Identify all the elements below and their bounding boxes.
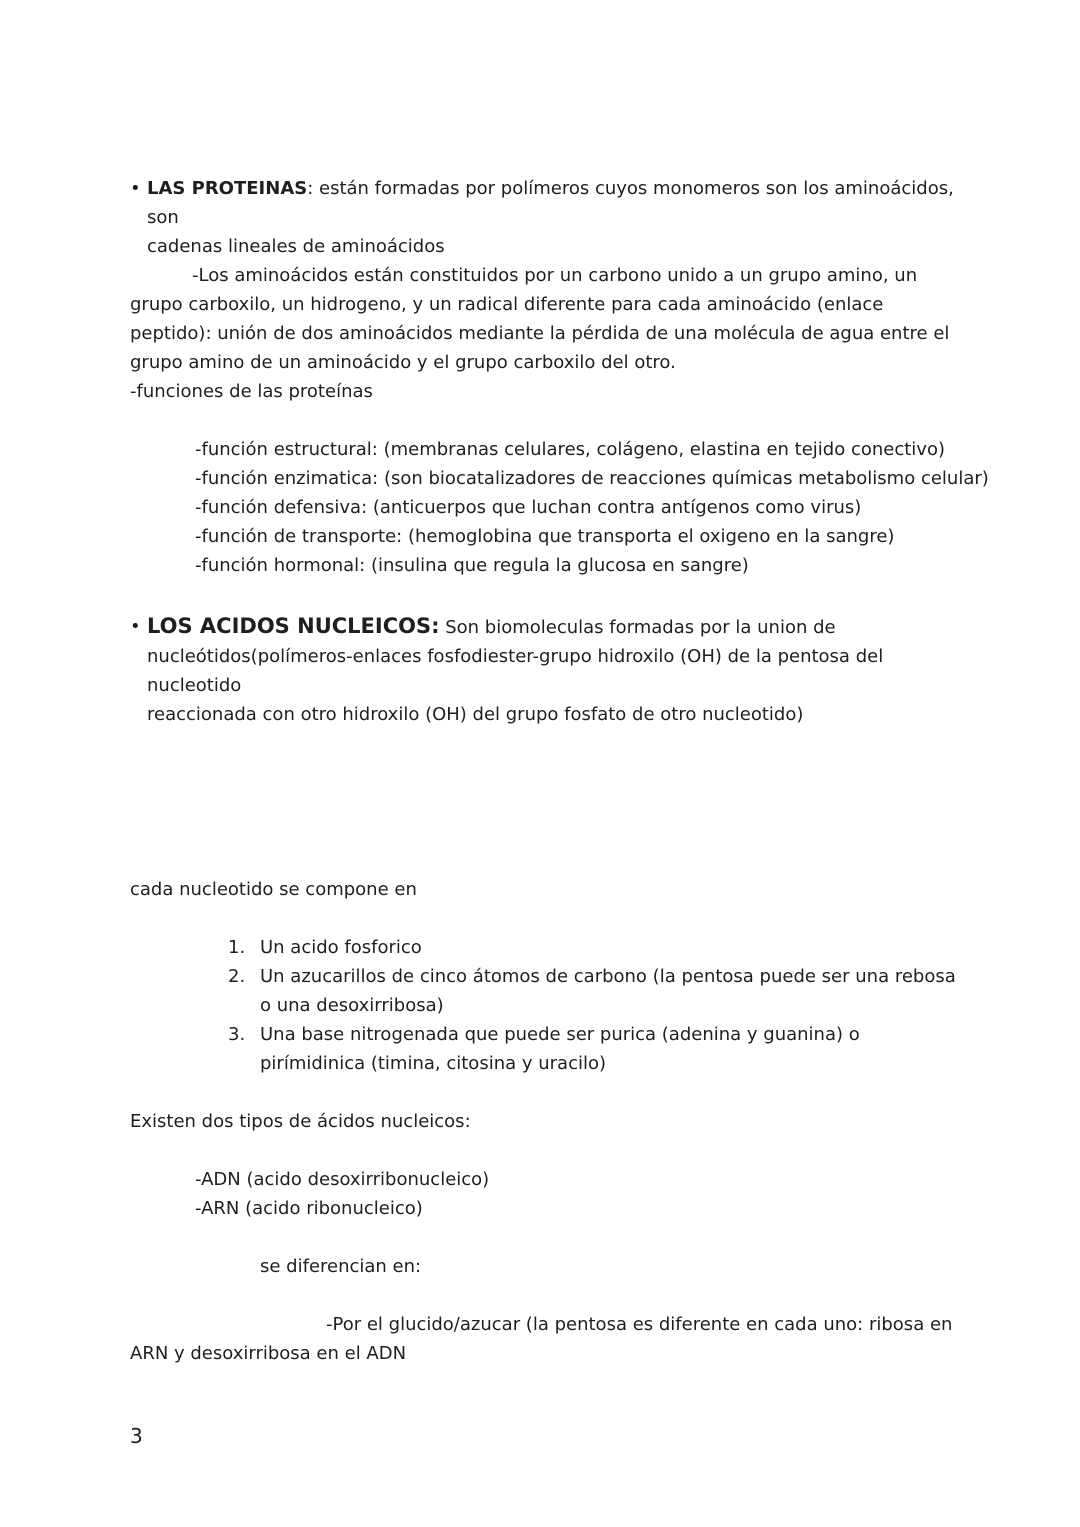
- nucleotido-heading: cada nucleotido se compone en: [130, 879, 417, 900]
- acidos-intro: Son biomoleculas formadas por la union de: [439, 617, 836, 638]
- proteinas-intro: : están formadas por polímeros cuyos monomeros son los aminoácidos, son: [147, 178, 954, 228]
- funciones-list: [130, 435, 1025, 580]
- acidos-intro-line2: nucleótidos(polímeros-enlaces fosfodiester-grupo hidroxilo (OH) de la pentosa del nucleotido: [147, 646, 884, 696]
- componentes-list: [130, 933, 960, 1078]
- tipo-item: -ADN (acido desoxirribonucleico): [195, 1169, 490, 1190]
- acidos-title: LOS ACIDOS NUCLEICOS:: [147, 614, 440, 638]
- acidos-intro-line3: reaccionada con otro hidroxilo (OH) del grupo fosfato de otro nucleotido): [147, 704, 804, 725]
- bullet-icon: •: [130, 616, 141, 637]
- funciones-heading: -funciones de las proteínas: [130, 381, 373, 402]
- diferencian-heading: se diferencian en:: [260, 1256, 422, 1277]
- bullet-icon: •: [130, 178, 141, 199]
- page-number: 3: [130, 1424, 143, 1448]
- tipo-item: -ARN (acido ribonucleico): [195, 1198, 423, 1219]
- diferencia-item: -Por el glucido/azucar (la pentosa es diferente en cada uno: ribosa en ARN y desoxirribosa en el ADN: [130, 1314, 953, 1364]
- list-item: 1. Un acido fosforico: [228, 937, 422, 958]
- proteinas-title: LAS PROTEINAS: [147, 178, 308, 199]
- funcion-item: -función defensiva: (anticuerpos que luchan contra antígenos como virus): [195, 497, 862, 518]
- list-item: 3. Una base nitrogenada que puede ser purica (adenina y guanina) o pirímidinica (timina, citosina y uracilo): [228, 1024, 860, 1074]
- funcion-item: -función de transporte: (hemoglobina que transporta el oxigeno en la sangre): [195, 526, 895, 547]
- proteinas-paragraph: -Los aminoácidos están constituidos por un carbono unido a un grupo amino, un grupo carboxilo, un hidrogeno, y un radical diferente para cada aminoácido (enlace peptido): unión de dos aminoácidos mediante la pérdida de una molécula de agua entre el grupo amino de un aminoácido y el grupo carboxilo del otro.: [130, 265, 950, 373]
- tipos-list: [130, 1165, 1025, 1223]
- proteinas-section: [130, 174, 960, 377]
- funcion-item: -función enzimatica: (son biocatalizadores de reacciones químicas metabolismo celular): [195, 468, 989, 489]
- funcion-item: -función estructural: (membranas celulares, colágeno, elastina en tejido conectivo): [195, 439, 945, 460]
- tipos-heading: Existen dos tipos de ácidos nucleicos:: [130, 1111, 471, 1132]
- acidos-section: [130, 612, 960, 729]
- list-item: 2. Un azucarillos de cinco átomos de carbono (la pentosa puede ser una rebosa o una desoxirribosa): [228, 966, 956, 1016]
- proteinas-intro-line2: cadenas lineales de aminoácidos: [147, 236, 445, 257]
- funcion-item: -función hormonal: (insulina que regula la glucosa en sangre): [195, 555, 749, 576]
